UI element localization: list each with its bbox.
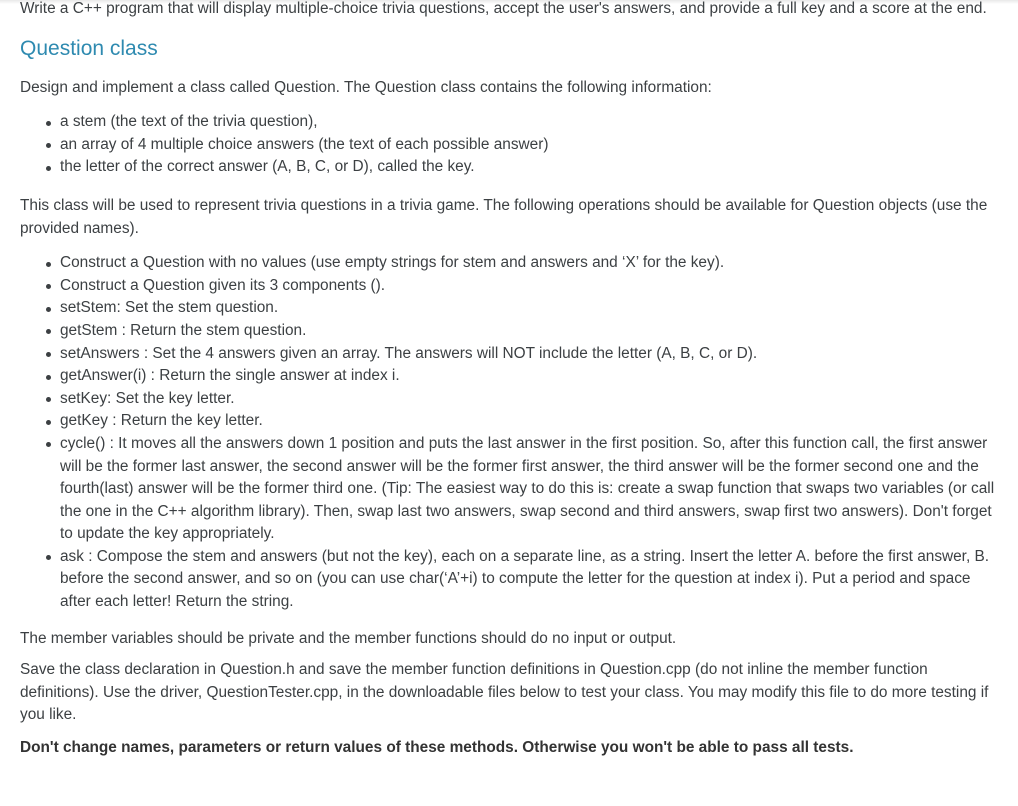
list-item-text: cycle() : It moves all the answers down 1 position and puts the last answer in the first position. So, after this function call, the first answer will be the former last answer, the second answer will be the former first answer, the third answer will be the former second one and the fourth(last) answer will be the former third one. (Tip: The easiest way to do this is: create a swap function that swaps two variables (or call the one in the C++ algorithm library). Then, swap last two answers, swap second and third answers, swap first two answers). Don't forget to update the key appropriately. [60,434,995,543]
info-list [20,111,995,179]
bullet-icon [46,166,51,171]
bullet-icon [46,397,51,402]
list-item-text: an array of 4 multiple choice answers (the text of each possible answer) [60,135,549,153]
usage-paragraph: This class will be used to represent trivia questions in a trivia game. The following operations should be available for Question objects (use the provided names). [20,196,988,237]
list-item-text: Construct a Question given its 3 components (). [60,276,386,294]
bullet-icon [46,307,51,312]
list-item-text: ask : Compose the stem and answers (but not the key), each on a separate line, as a string. Insert the letter A. before the first answer, B. before the second answer, and so on (you can use char(‘A’+i) to compute the letter for the question at index i). Put a period and space after each letter! Return the string. [60,547,990,611]
list-item [20,252,995,275]
list-item-text: Construct a Question with no values (use empty strings for stem and answers and ‘X’ for the key). [60,254,725,272]
list-item [20,410,995,433]
operations-list [20,252,995,614]
bullet-icon [46,284,51,289]
list-item [20,343,995,366]
bullet-icon [46,375,51,380]
bullet-icon [46,121,51,126]
bullet-icon [46,262,51,267]
list-item-text: getStem : Return the stem question. [60,321,307,339]
list-item-text: setStem: Set the stem question. [60,299,279,317]
bullet-icon [46,352,51,357]
intro-paragraph: Write a C++ program that will display multiple-choice trivia questions, accept the user's answers, and provide a full key and a score at the end. [20,0,987,17]
bullet-icon [46,329,51,334]
list-item-text: the letter of the correct answer (A, B, C, or D), called the key. [60,158,475,176]
assignment-content [20,0,995,760]
list-item-text: getAnswer(i) : Return the single answer at index i. [60,367,400,385]
list-item [20,433,995,546]
list-item [20,546,995,614]
list-item-text: setKey: Set the key letter. [60,389,235,407]
bullet-icon [46,442,51,447]
list-item [20,365,995,388]
bullet-icon [46,555,51,560]
warning-paragraph: Don't change names, parameters or return values of these methods. Otherwise you won't be able to pass all tests. [20,739,854,757]
list-item [20,275,995,298]
list-item [20,111,995,134]
list-item [20,156,995,179]
list-item-text: setAnswers : Set the 4 answers given an array. The answers will NOT include the letter (A, B, C, or D). [60,344,758,362]
section-heading: Question class [20,36,158,60]
private-paragraph: The member variables should be private and the member functions should do no input or output. [20,629,677,647]
list-item [20,134,995,157]
list-item [20,320,995,343]
bullet-icon [46,420,51,425]
design-paragraph: Design and implement a class called Question. The Question class contains the following information: [20,78,712,96]
list-item-text: getKey : Return the key letter. [60,412,263,430]
list-item [20,297,995,320]
list-item [20,388,995,411]
bullet-icon [46,143,51,148]
save-paragraph: Save the class declaration in Question.h and save the member function definitions in Question.cpp (do not inline the member function definitions). Use the driver, QuestionTester.cpp, in the downloadable files below to test your class. You may modify this file to do more testing if you like. [20,661,989,724]
list-item-text: a stem (the text of the trivia question), [60,113,318,131]
